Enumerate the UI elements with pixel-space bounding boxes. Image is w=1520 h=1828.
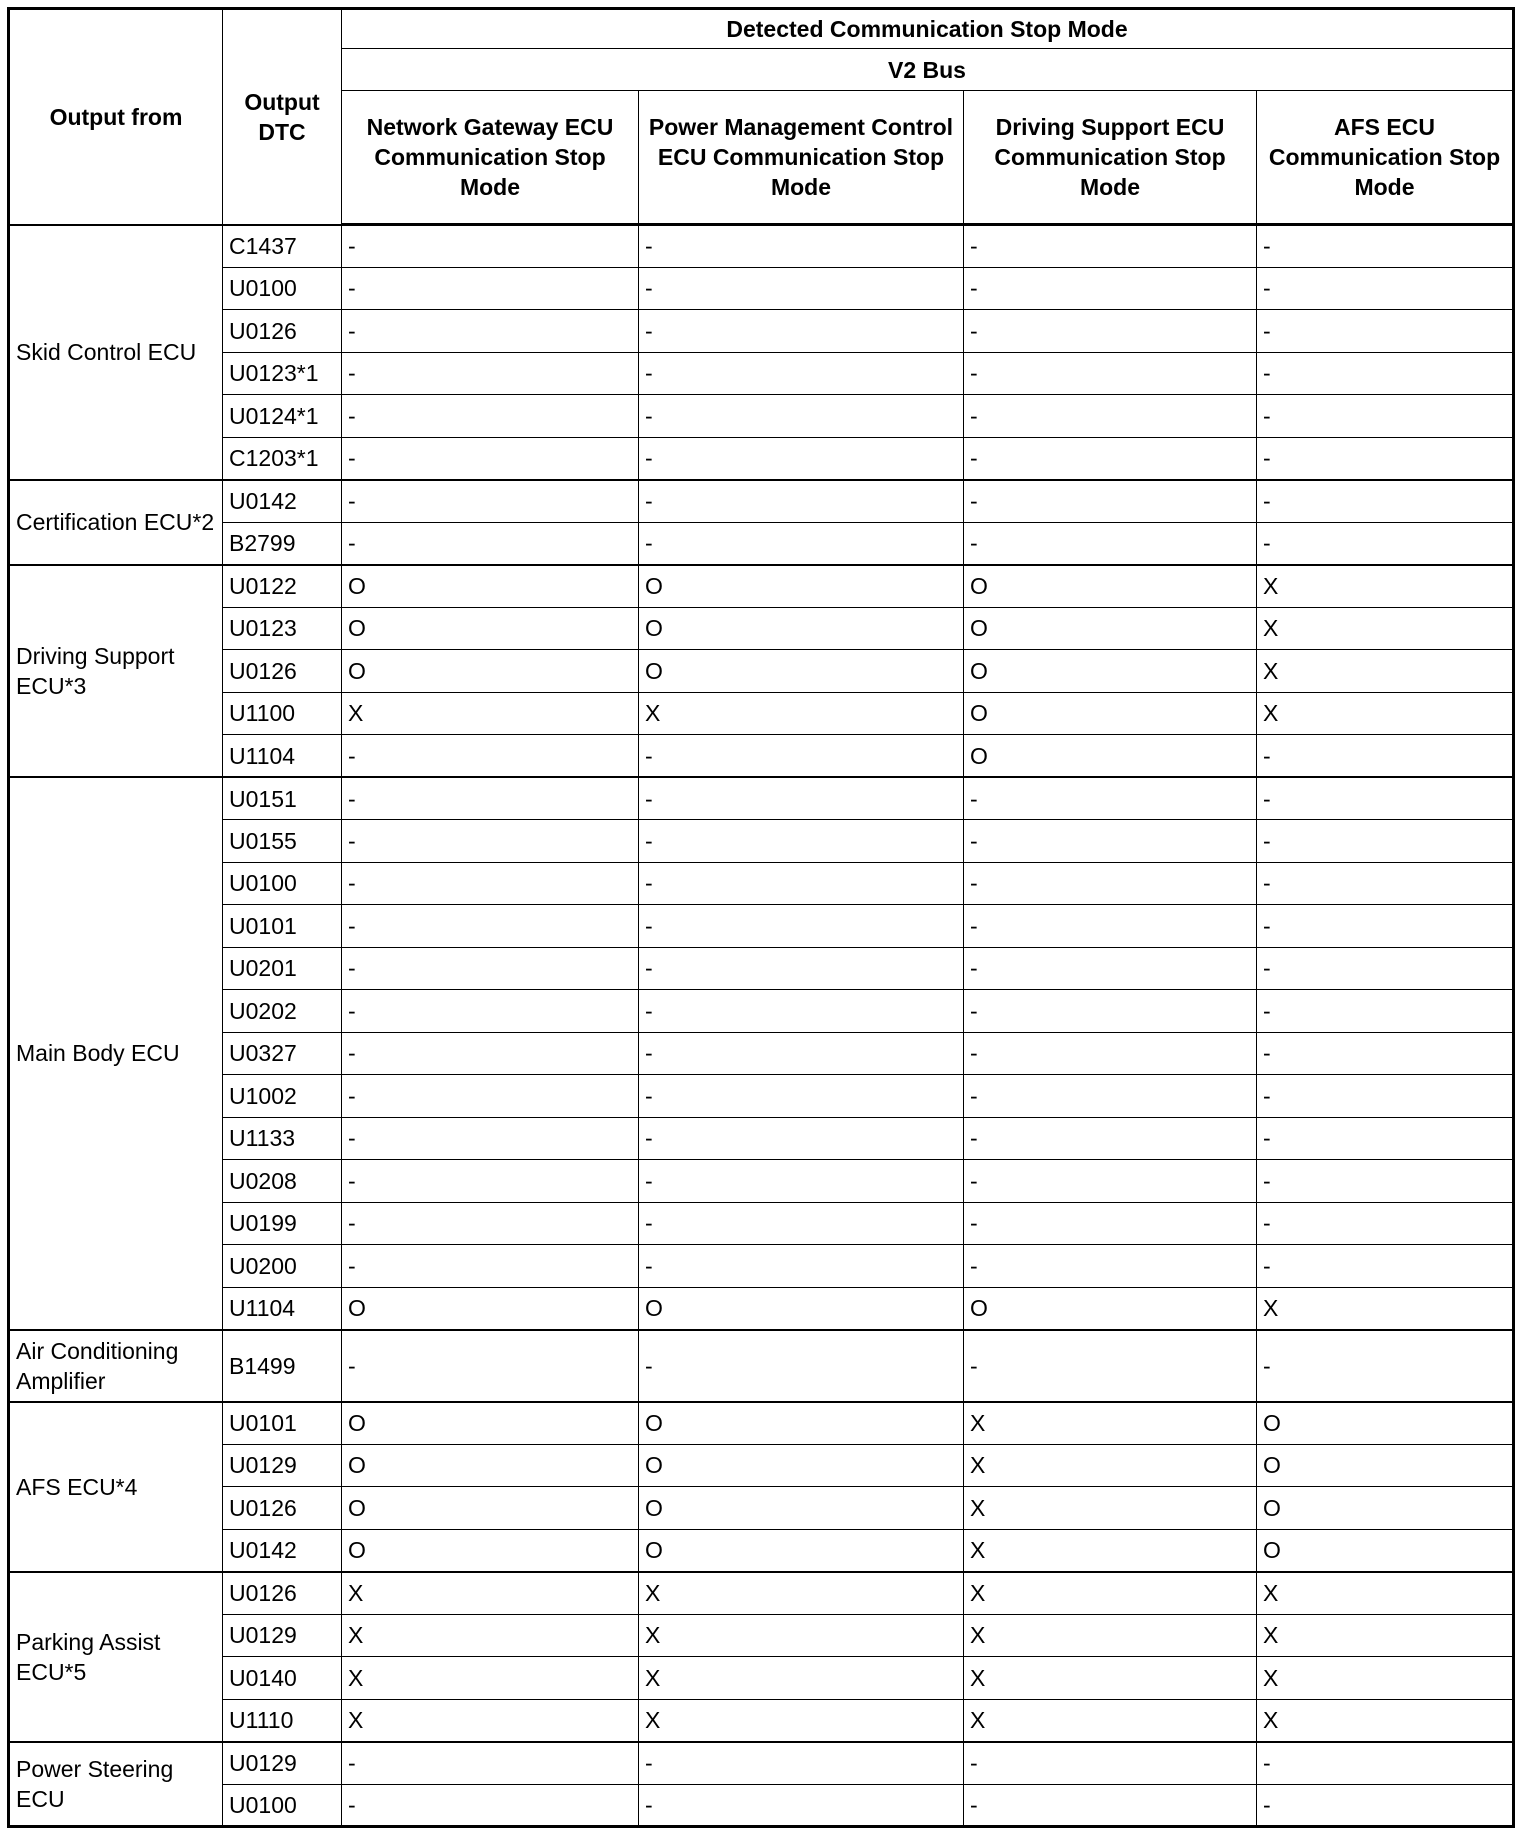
mode-result-cell: O: [639, 1487, 964, 1530]
dtc-cell: U1110: [223, 1699, 342, 1742]
mode-result-cell: O: [964, 650, 1257, 693]
mode-result-cell: -: [342, 1075, 639, 1118]
mode-result-cell: X: [964, 1572, 1257, 1615]
mode-result-cell: -: [964, 1784, 1257, 1827]
mode-result-cell: X: [964, 1444, 1257, 1487]
table-row: [9, 1287, 1514, 1330]
mode-result-cell: O: [1257, 1444, 1514, 1487]
mode-result-cell: -: [964, 310, 1257, 353]
mode-result-cell: -: [639, 735, 964, 778]
mode-result-cell: -: [639, 905, 964, 948]
mode-result-cell: -: [1257, 947, 1514, 990]
mode-result-cell: -: [1257, 1330, 1514, 1402]
mode-result-cell: O: [964, 565, 1257, 608]
mode-result-cell: O: [639, 1287, 964, 1330]
mode-result-cell: O: [342, 607, 639, 650]
mode-result-cell: -: [964, 395, 1257, 438]
mode-result-cell: X: [639, 1657, 964, 1700]
dtc-cell: C1203*1: [223, 437, 342, 480]
dtc-cell: U0101: [223, 905, 342, 948]
table-row: [9, 1529, 1514, 1572]
mode-result-cell: -: [639, 862, 964, 905]
mode-result-cell: X: [1257, 692, 1514, 735]
mode-result-cell: -: [1257, 777, 1514, 820]
output-from-cell: Certification ECU*2: [9, 480, 223, 565]
mode-result-cell: -: [342, 1245, 639, 1288]
mode-result-cell: O: [639, 1529, 964, 1572]
mode-result-cell: -: [342, 1202, 639, 1245]
dtc-cell: U0200: [223, 1245, 342, 1288]
mode-result-cell: -: [1257, 1202, 1514, 1245]
mode-result-cell: O: [639, 607, 964, 650]
output-from-cell: Air Conditioning Amplifier: [9, 1330, 223, 1402]
dtc-cell: U0142: [223, 1529, 342, 1572]
table-row: [9, 267, 1514, 310]
mode-result-cell: X: [639, 1572, 964, 1615]
mode-result-cell: -: [639, 310, 964, 353]
table-row: [9, 1117, 1514, 1160]
mode-result-cell: X: [964, 1402, 1257, 1445]
table-row: [9, 1572, 1514, 1615]
table-row: [9, 607, 1514, 650]
mode-result-cell: X: [639, 1614, 964, 1657]
dtc-cell: U0129: [223, 1614, 342, 1657]
mode-result-cell: -: [639, 1032, 964, 1075]
mode-result-cell: -: [1257, 735, 1514, 778]
mode-result-cell: -: [964, 777, 1257, 820]
table-row: [9, 480, 1514, 523]
mode-result-cell: -: [964, 480, 1257, 523]
mode-result-cell: -: [1257, 905, 1514, 948]
mode-result-cell: -: [964, 820, 1257, 863]
mode-result-cell: -: [1257, 480, 1514, 523]
mode-result-cell: -: [639, 1742, 964, 1785]
mode-result-cell: -: [1257, 522, 1514, 565]
mode-result-cell: -: [639, 352, 964, 395]
mode-result-cell: O: [1257, 1402, 1514, 1445]
output-from-cell: AFS ECU*4: [9, 1402, 223, 1572]
mode-result-cell: -: [639, 1784, 964, 1827]
mode-result-cell: X: [1257, 1287, 1514, 1330]
dtc-cell: U0122: [223, 565, 342, 608]
header-output-from: Output from: [9, 9, 223, 225]
table-body: [9, 225, 1514, 1827]
table-row: [9, 1245, 1514, 1288]
dtc-cell: U0142: [223, 480, 342, 523]
dtc-cell: U1104: [223, 735, 342, 778]
mode-result-cell: -: [639, 990, 964, 1033]
mode-result-cell: -: [639, 480, 964, 523]
dtc-cell: U0123: [223, 607, 342, 650]
mode-result-cell: -: [342, 862, 639, 905]
table-row: [9, 650, 1514, 693]
mode-result-cell: X: [1257, 1572, 1514, 1615]
mode-result-cell: -: [964, 990, 1257, 1033]
mode-result-cell: O: [964, 607, 1257, 650]
table-row: [9, 1330, 1514, 1402]
mode-result-cell: -: [1257, 990, 1514, 1033]
mode-result-cell: O: [342, 1287, 639, 1330]
dtc-cell: U1133: [223, 1117, 342, 1160]
mode-result-cell: O: [639, 650, 964, 693]
mode-result-cell: X: [342, 1614, 639, 1657]
mode-result-cell: -: [1257, 267, 1514, 310]
dtc-cell: U0202: [223, 990, 342, 1033]
mode-result-cell: X: [1257, 1657, 1514, 1700]
mode-result-cell: -: [342, 395, 639, 438]
dtc-cell: U0126: [223, 1572, 342, 1615]
mode-result-cell: -: [1257, 862, 1514, 905]
dtc-cell: U0140: [223, 1657, 342, 1700]
output-from-cell: Driving Support ECU*3: [9, 565, 223, 778]
dtc-cell: U0201: [223, 947, 342, 990]
mode-result-cell: -: [342, 905, 639, 948]
mode-result-cell: -: [342, 352, 639, 395]
table-row: [9, 1784, 1514, 1827]
table-row: [9, 522, 1514, 565]
mode-result-cell: O: [964, 692, 1257, 735]
table-row: [9, 947, 1514, 990]
mode-result-cell: -: [342, 1742, 639, 1785]
header-mode-driving-support: Driving Support ECU Communication Stop Mode: [964, 91, 1257, 225]
table-row: [9, 777, 1514, 820]
dtc-cell: U0100: [223, 1784, 342, 1827]
table-row: [9, 565, 1514, 608]
mode-result-cell: -: [964, 1742, 1257, 1785]
mode-result-cell: X: [964, 1657, 1257, 1700]
mode-result-cell: -: [964, 267, 1257, 310]
dtc-cell: B2799: [223, 522, 342, 565]
mode-result-cell: -: [1257, 1160, 1514, 1203]
dtc-cell: U0126: [223, 310, 342, 353]
mode-result-cell: -: [639, 395, 964, 438]
header-bus: V2 Bus: [342, 49, 1514, 91]
table-row: [9, 1402, 1514, 1445]
table-row: [9, 1699, 1514, 1742]
mode-result-cell: -: [639, 1075, 964, 1118]
mode-result-cell: O: [342, 1444, 639, 1487]
dtc-communication-stop-mode-table: [7, 7, 1515, 1828]
mode-result-cell: -: [1257, 310, 1514, 353]
mode-result-cell: X: [1257, 1699, 1514, 1742]
mode-result-cell: X: [639, 1699, 964, 1742]
mode-result-cell: X: [639, 692, 964, 735]
mode-result-cell: X: [342, 692, 639, 735]
mode-result-cell: -: [1257, 820, 1514, 863]
mode-result-cell: -: [342, 437, 639, 480]
mode-result-cell: -: [342, 1330, 639, 1402]
mode-result-cell: -: [342, 1784, 639, 1827]
dtc-cell: U0126: [223, 650, 342, 693]
mode-result-cell: -: [964, 522, 1257, 565]
table-row: [9, 905, 1514, 948]
table-row: [9, 990, 1514, 1033]
table-row: [9, 820, 1514, 863]
dtc-cell: U1100: [223, 692, 342, 735]
mode-result-cell: O: [964, 1287, 1257, 1330]
dtc-cell: U0100: [223, 267, 342, 310]
mode-result-cell: -: [1257, 1075, 1514, 1118]
table-row: [9, 1487, 1514, 1530]
mode-result-cell: X: [342, 1657, 639, 1700]
mode-result-cell: O: [342, 1529, 639, 1572]
table-row: [9, 735, 1514, 778]
dtc-cell: U0155: [223, 820, 342, 863]
dtc-cell: U0199: [223, 1202, 342, 1245]
mode-result-cell: O: [342, 1402, 639, 1445]
mode-result-cell: X: [964, 1699, 1257, 1742]
mode-result-cell: O: [964, 735, 1257, 778]
mode-result-cell: -: [342, 1032, 639, 1075]
output-from-cell: Power Steering ECU: [9, 1742, 223, 1827]
mode-result-cell: -: [639, 1117, 964, 1160]
table-row: [9, 1657, 1514, 1700]
table-row: [9, 225, 1514, 268]
dtc-cell: U0129: [223, 1742, 342, 1785]
table-row: [9, 1742, 1514, 1785]
mode-result-cell: -: [639, 1330, 964, 1402]
header-output-dtc: Output DTC: [223, 9, 342, 225]
table-row: [9, 1444, 1514, 1487]
mode-result-cell: -: [1257, 395, 1514, 438]
mode-result-cell: O: [342, 565, 639, 608]
output-from-cell: Parking Assist ECU*5: [9, 1572, 223, 1742]
mode-result-cell: O: [639, 1444, 964, 1487]
dtc-cell: C1437: [223, 225, 342, 268]
mode-result-cell: -: [639, 777, 964, 820]
dtc-cell: U0100: [223, 862, 342, 905]
table-row: [9, 862, 1514, 905]
mode-result-cell: X: [1257, 565, 1514, 608]
mode-result-cell: -: [1257, 1117, 1514, 1160]
table-row: [9, 395, 1514, 438]
dtc-cell: B1499: [223, 1330, 342, 1402]
dtc-cell: U0151: [223, 777, 342, 820]
mode-result-cell: -: [342, 1160, 639, 1203]
mode-result-cell: -: [1257, 437, 1514, 480]
table-row: [9, 1614, 1514, 1657]
mode-result-cell: -: [342, 777, 639, 820]
mode-result-cell: -: [1257, 225, 1514, 268]
mode-result-cell: X: [1257, 607, 1514, 650]
table-row: [9, 692, 1514, 735]
dtc-cell: U1104: [223, 1287, 342, 1330]
mode-result-cell: -: [342, 480, 639, 523]
mode-result-cell: -: [639, 522, 964, 565]
header-mode-power-mgmt: Power Management Control ECU Communication Stop Mode: [639, 91, 964, 225]
mode-result-cell: -: [964, 1117, 1257, 1160]
header-mode-afs: AFS ECU Communication Stop Mode: [1257, 91, 1514, 225]
mode-result-cell: -: [964, 905, 1257, 948]
mode-result-cell: X: [964, 1529, 1257, 1572]
mode-result-cell: -: [1257, 1032, 1514, 1075]
mode-result-cell: O: [342, 1487, 639, 1530]
mode-result-cell: -: [1257, 1245, 1514, 1288]
mode-result-cell: -: [342, 820, 639, 863]
mode-result-cell: O: [342, 650, 639, 693]
mode-result-cell: -: [964, 862, 1257, 905]
mode-result-cell: -: [964, 1245, 1257, 1288]
header-detected-mode: Detected Communication Stop Mode: [342, 9, 1514, 49]
dtc-cell: U0129: [223, 1444, 342, 1487]
mode-result-cell: -: [639, 225, 964, 268]
mode-result-cell: -: [964, 1330, 1257, 1402]
output-from-cell: Skid Control ECU: [9, 225, 223, 480]
mode-result-cell: -: [342, 522, 639, 565]
table-row: [9, 437, 1514, 480]
dtc-cell: U1002: [223, 1075, 342, 1118]
mode-result-cell: O: [1257, 1529, 1514, 1572]
mode-result-cell: -: [342, 267, 639, 310]
mode-result-cell: -: [1257, 1784, 1514, 1827]
mode-result-cell: -: [342, 947, 639, 990]
mode-result-cell: -: [964, 437, 1257, 480]
mode-result-cell: -: [964, 225, 1257, 268]
mode-result-cell: -: [1257, 352, 1514, 395]
mode-result-cell: X: [964, 1614, 1257, 1657]
mode-result-cell: -: [639, 437, 964, 480]
mode-result-cell: O: [639, 1402, 964, 1445]
mode-result-cell: -: [342, 310, 639, 353]
mode-result-cell: -: [342, 225, 639, 268]
table-row: [9, 352, 1514, 395]
dtc-cell: U0126: [223, 1487, 342, 1530]
mode-result-cell: X: [342, 1572, 639, 1615]
output-from-cell: Main Body ECU: [9, 777, 223, 1330]
mode-result-cell: X: [964, 1487, 1257, 1530]
mode-result-cell: -: [1257, 1742, 1514, 1785]
mode-result-cell: -: [964, 1202, 1257, 1245]
mode-result-cell: X: [342, 1699, 639, 1742]
mode-result-cell: -: [342, 735, 639, 778]
mode-result-cell: -: [639, 947, 964, 990]
mode-result-cell: -: [342, 990, 639, 1033]
mode-result-cell: O: [639, 565, 964, 608]
table-row: [9, 1160, 1514, 1203]
mode-result-cell: -: [964, 1032, 1257, 1075]
mode-result-cell: -: [342, 1117, 639, 1160]
mode-result-cell: -: [964, 352, 1257, 395]
mode-result-cell: -: [639, 1160, 964, 1203]
table-row: [9, 310, 1514, 353]
table-row: [9, 1202, 1514, 1245]
table-row: [9, 1075, 1514, 1118]
dtc-cell: U0208: [223, 1160, 342, 1203]
mode-result-cell: -: [639, 1245, 964, 1288]
mode-result-cell: -: [639, 820, 964, 863]
mode-result-cell: X: [1257, 650, 1514, 693]
header-mode-gateway: Network Gateway ECU Communication Stop Mode: [342, 91, 639, 225]
mode-result-cell: -: [964, 1075, 1257, 1118]
table-row: [9, 1032, 1514, 1075]
mode-result-cell: O: [1257, 1487, 1514, 1530]
dtc-cell: U0327: [223, 1032, 342, 1075]
mode-result-cell: -: [639, 267, 964, 310]
mode-result-cell: -: [964, 1160, 1257, 1203]
dtc-cell: U0124*1: [223, 395, 342, 438]
dtc-cell: U0101: [223, 1402, 342, 1445]
dtc-cell: U0123*1: [223, 352, 342, 395]
mode-result-cell: X: [1257, 1614, 1514, 1657]
mode-result-cell: -: [639, 1202, 964, 1245]
mode-result-cell: -: [964, 947, 1257, 990]
